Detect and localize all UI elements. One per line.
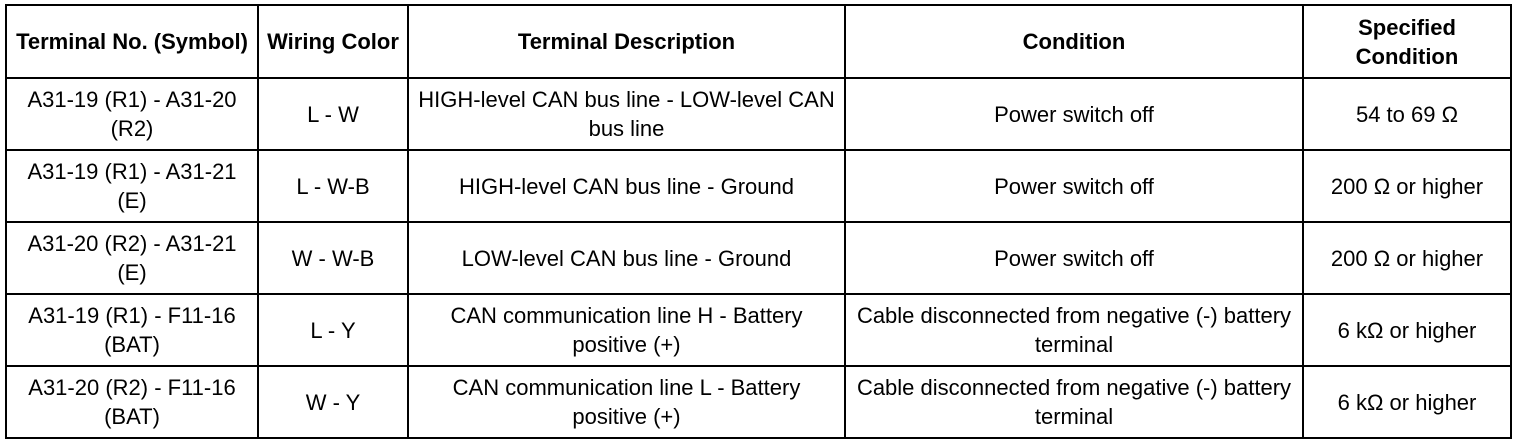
cell-terminal-no: A31-20 (R2) - F11-16 (BAT) — [6, 366, 258, 438]
table-header — [6, 5, 1511, 78]
cell-terminal-no: A31-20 (R2) - A31-21 (E) — [6, 222, 258, 294]
table-body — [6, 78, 1511, 438]
cell-terminal-no: A31-19 (R1) - A31-20 (R2) — [6, 78, 258, 150]
cell-specified-condition: 6 kΩ or higher — [1303, 294, 1511, 366]
header-specified-condition: Specified Condition — [1303, 5, 1511, 78]
cell-condition: Cable disconnected from negative (-) battery terminal — [845, 294, 1303, 366]
table-row — [6, 78, 1511, 150]
cell-terminal-description: CAN communication line H - Battery positive (+) — [408, 294, 845, 366]
cell-terminal-no: A31-19 (R1) - F11-16 (BAT) — [6, 294, 258, 366]
cell-terminal-description: LOW-level CAN bus line - Ground — [408, 222, 845, 294]
cell-terminal-no: A31-19 (R1) - A31-21 (E) — [6, 150, 258, 222]
table-row — [6, 150, 1511, 222]
cell-wiring-color: L - W — [258, 78, 408, 150]
cell-specified-condition: 54 to 69 Ω — [1303, 78, 1511, 150]
cell-condition: Power switch off — [845, 78, 1303, 150]
table-row — [6, 294, 1511, 366]
cell-wiring-color: W - W-B — [258, 222, 408, 294]
cell-condition: Cable disconnected from negative (-) battery terminal — [845, 366, 1303, 438]
header-wiring-color: Wiring Color — [258, 5, 408, 78]
header-row — [6, 5, 1511, 78]
header-terminal-description: Terminal Description — [408, 5, 845, 78]
cell-terminal-description: CAN communication line L - Battery positive (+) — [408, 366, 845, 438]
cell-condition: Power switch off — [845, 150, 1303, 222]
header-terminal-no: Terminal No. (Symbol) — [6, 5, 258, 78]
table-row — [6, 222, 1511, 294]
cell-specified-condition: 200 Ω or higher — [1303, 222, 1511, 294]
cell-wiring-color: W - Y — [258, 366, 408, 438]
cell-wiring-color: L - W-B — [258, 150, 408, 222]
terminal-spec-table — [5, 4, 1512, 439]
table-row — [6, 366, 1511, 438]
cell-wiring-color: L - Y — [258, 294, 408, 366]
cell-specified-condition: 6 kΩ or higher — [1303, 366, 1511, 438]
cell-terminal-description: HIGH-level CAN bus line - LOW-level CAN bus line — [408, 78, 845, 150]
cell-condition: Power switch off — [845, 222, 1303, 294]
cell-terminal-description: HIGH-level CAN bus line - Ground — [408, 150, 845, 222]
header-condition: Condition — [845, 5, 1303, 78]
cell-specified-condition: 200 Ω or higher — [1303, 150, 1511, 222]
